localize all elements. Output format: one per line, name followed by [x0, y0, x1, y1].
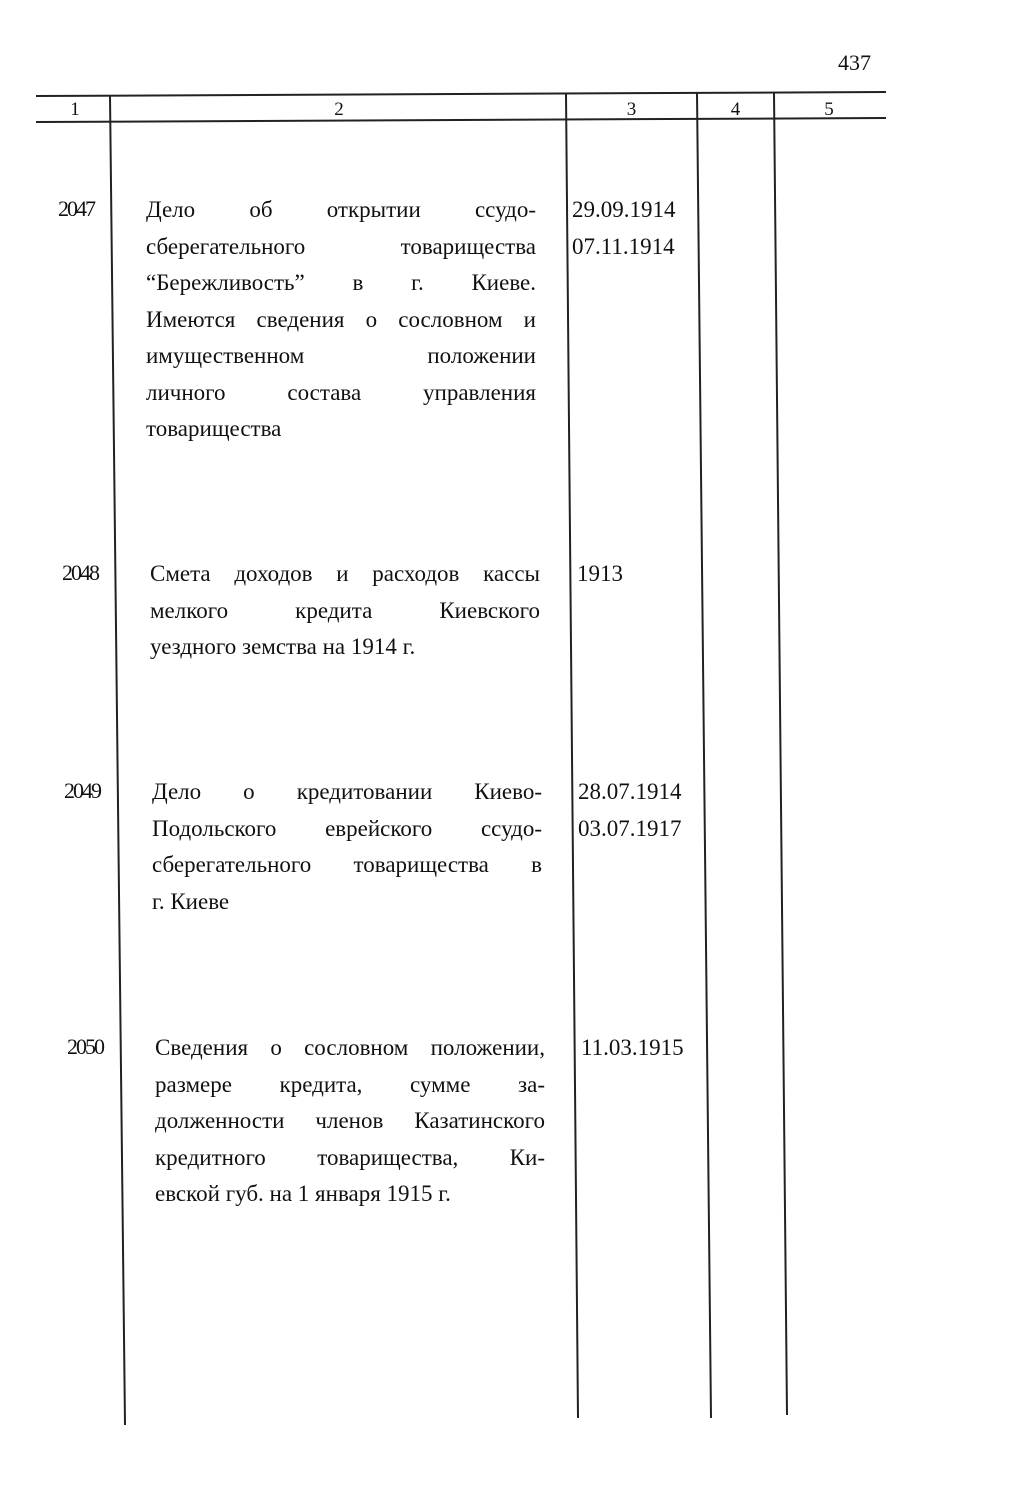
column-header-5: 5 — [824, 99, 834, 120]
entry-number: 2047 — [58, 196, 94, 221]
description-line: кредитного товарищества, Ки- — [155, 1144, 545, 1170]
description-line: товарищества — [146, 416, 282, 441]
entry-date: 28.07.1914 — [578, 779, 682, 804]
column-divider-2 — [566, 94, 578, 1418]
description-line: имущественном положении — [146, 343, 536, 368]
entry-dates — [572, 192, 676, 265]
description-line: евской губ. на 1 января 1915 г. — [155, 1181, 451, 1206]
description-line: “Бережливость” в г. Киеве. — [146, 270, 536, 295]
entry-number: 2049 — [64, 778, 100, 803]
entry-date: 07.11.1914 — [572, 233, 675, 259]
entry-description — [155, 1030, 545, 1213]
description-line: сберегательного товарищества в — [152, 852, 542, 877]
description-line: сберегательного товарищества — [146, 233, 536, 259]
entry-description — [152, 774, 542, 920]
column-divider-1 — [110, 96, 125, 1425]
entry-date: 1913 — [577, 561, 623, 586]
entry-number: 2048 — [62, 560, 98, 585]
description-line: Дело об открытии ссудо- — [146, 197, 536, 222]
column-header-3: 3 — [626, 99, 637, 120]
description-line: Сведения о сословном положении, — [155, 1035, 545, 1060]
description-line: г. Киеве — [152, 888, 230, 914]
entry-date: 29.09.1914 — [572, 197, 676, 222]
entry-date: 03.07.1917 — [578, 815, 682, 841]
description-line: размере кредита, сумме за- — [155, 1071, 545, 1097]
description-line: уездного земства на 1914 г. — [150, 634, 416, 659]
entry-dates — [581, 1030, 684, 1067]
entry-number: 2050 — [67, 1034, 103, 1059]
entry-date: 11.03.1915 — [581, 1035, 684, 1060]
description-line: личного состава управления — [146, 379, 536, 405]
column-header-4: 4 — [730, 99, 741, 120]
header-top-rule — [36, 92, 886, 96]
description-line: долженности членов Казатинского — [155, 1108, 545, 1133]
column-divider-3 — [697, 93, 711, 1418]
description-line: Дело о кредитовании Киево- — [152, 779, 542, 804]
description-line: мелкого кредита Киевского — [150, 597, 540, 623]
description-line: Имеются сведения о сословном и — [146, 306, 536, 332]
page-number: 437 — [838, 50, 871, 75]
entry-description — [146, 192, 536, 448]
description-line: Подольского еврейского ссудо- — [152, 815, 542, 841]
description-line: Смета доходов и расходов кассы — [150, 561, 540, 586]
entry-dates — [577, 556, 623, 593]
entry-description — [150, 556, 540, 666]
column-header-1: 1 — [70, 99, 80, 120]
entry-dates — [578, 774, 682, 847]
column-divider-4 — [774, 93, 787, 1415]
column-header-2: 2 — [334, 99, 344, 120]
